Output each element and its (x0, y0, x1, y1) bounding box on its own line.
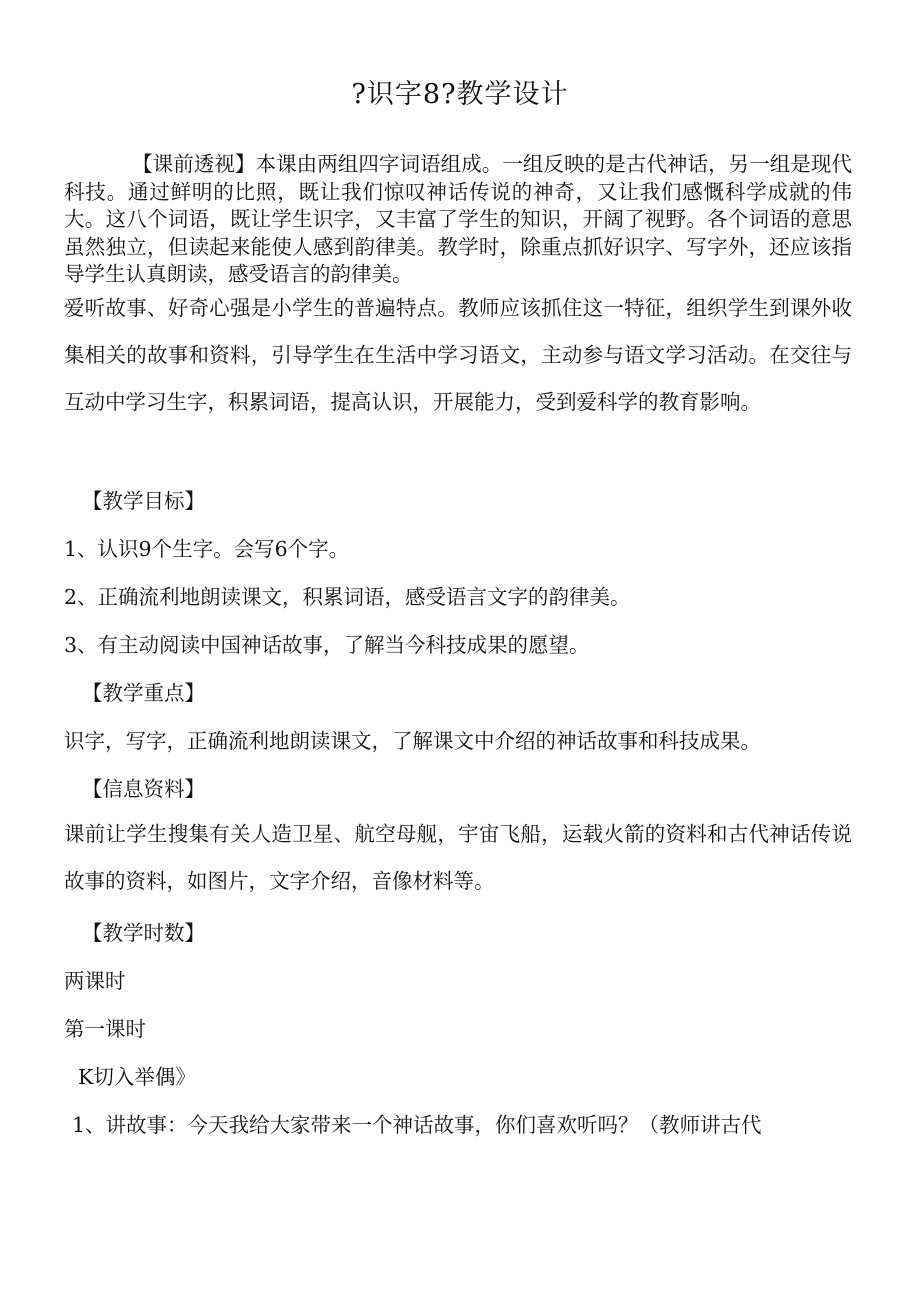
key-heading: 【教学重点】 (82, 681, 205, 705)
intro-paragraph (64, 151, 852, 289)
document-title: ?识字8?教学设计 (351, 79, 569, 110)
intro-text: 【课前透视】本课由两组四字词语组成。一组反映的是古代神话，另一组是现代科技。通过鲜明的比照，既让我们惊叹神话传说的神奇，又让我们感慨科学成就的伟大。这八个词语，既让学生识字，又丰富了学生的知识，开阔了视野。各个词语的意思虽然独立，但读起来能使人感到韵律美。教学时，除重点抓好识字、写字外，还应该指导学生认真朗读，感受语言的韵律美。 (64, 152, 852, 286)
goal-item-1: 1、认识9个生字。会写6个字。 (64, 537, 350, 561)
hours-heading: 【教学时数】 (82, 921, 205, 945)
goal-item-3: 3、有主动阅读中国神话故事，了解当今科技成果的愿望。 (64, 633, 590, 657)
lesson-one-label: 第一课时 (64, 1017, 146, 1041)
key-text: 识字，写字，正确流利地朗读课文，了解课文中介绍的神话故事和科技成果。 (64, 729, 761, 753)
info-heading: 【信息资料】 (82, 777, 205, 801)
step-one-text: 1、讲故事：今天我给大家带来一个神话故事，你们喜欢听吗？（教师讲古代 (72, 1113, 762, 1137)
info-paragraph: 课前让学生搜集有关人造卫星、航空母舰，宇宙飞船，运载火箭的资料和古代神话传说故事的资料，如图片，文字介绍，音像材料等。 (64, 822, 852, 893)
section-intro-label: K切入举偶》 (78, 1065, 196, 1089)
students-paragraph: 爱听故事、好奇心强是小学生的普遍特点。教师应该抓住这一特征，组织学生到课外收集相关的故事和资料，引导学生在生活中学习语文，主动参与语文学习活动。在交往与互动中学习生字，积累词语，提高认识，开展能力，受到爱科学的教育影响。 (64, 296, 852, 414)
hours-text: 两课时 (64, 969, 126, 993)
goal-item-2: 2、正确流利地朗读课文，积累词语，感受语言文字的韵律美。 (64, 585, 631, 609)
goals-heading: 【教学目标】 (82, 489, 205, 513)
